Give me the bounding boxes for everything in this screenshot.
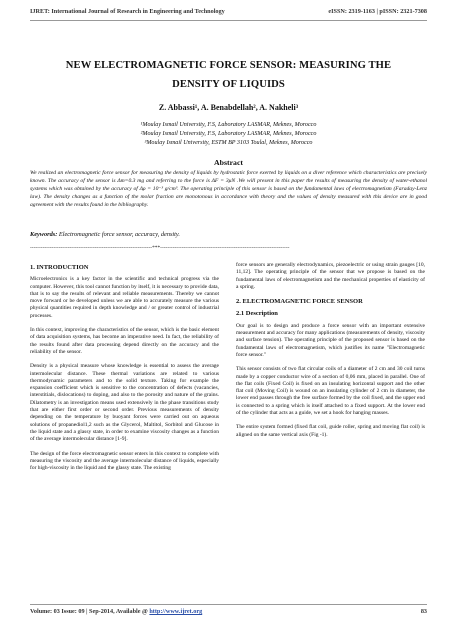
description-paragraph: Our goal is to design and produce a force sensor with an important extensive measurement and accuracy for many applications (measurements of density, viscosity and surface tension). The operating principle of the proposed sensor is based on the fundamental laws of electromagnetism, which justifies its name "Electromagnetic force sensor." <box>236 322 425 358</box>
intro-heading: 1. INTRODUCTION <box>30 264 89 271</box>
title-line-1: NEW ELECTROMAGNETIC FORCE SENSOR: MEASURING THE <box>65 60 392 71</box>
authors: Z. Abbassi¹, A. Benabdellah², A. Nakheli³ <box>158 103 299 112</box>
header-rule <box>30 20 427 21</box>
journal-name: IJRET: International Journal of Research in Engineering and Technology <box>30 8 225 15</box>
keywords-label: Keywords: <box>30 231 58 238</box>
affiliations <box>30 121 427 148</box>
paper-title <box>30 56 427 94</box>
section-2-heading: 2. ELECTROMAGNETIC FORCE SENSOR <box>236 298 363 306</box>
affiliation-1: ¹Moulay Ismail University, F.S, Laboratory LASMAR, Meknes, Morocco <box>140 122 317 128</box>
abstract-text: We realized an electromagnetic force sensor for measuring the density of liquids by hydrostatic force exerted by liquids on a diver reference which characteristics are precisely known. The accuracy of the sensor is Δm=0.3 mg and referring to the force is ΔF = 3μN .We will present in this paper the results of measuring the density of water-ethanol systems which was obtained by the accuracy of Δρ = 10⁻³ g/cm³. The operating principle of this sensor is based on the fundamental laws of electromagnetism (Faraday-Lenz law). The density changes as a function of the molar fraction are monotonous in accordance with theory and the values of density measured with this device are in good agreement with the results found in the bibliography. <box>30 170 427 208</box>
intro-paragraph: Density is a physical measure whose knowledge is essential to assess the average intermolecular distance. These thermal variations are related to various thermodynamic parameters and to the solid texture. Taking for example the expansion coefficient which is sensitive to the concentration of defects (vacancies, interstitials, dislocations) to doping, and also to the porosity and nature of the grains. Dilatometry is an investigation means used extensively in the phase transitions study that are either first order or second order. Previous measurements of density depending on the temperature by buoyant forces were carried out on aqueous solutions of propanediol1,2 such as the Glycerol, Maltitol, Sorbitol and Glucose in the liquid state and a glassy state, in order to examine viscosity changes as a function of the average intermolecular distance [1-9]. <box>30 363 219 443</box>
keywords-text: Electromagnetic force sensor, accuracy, density. <box>57 231 180 238</box>
intro-paragraph: Microelectronics is a key factor in the scientific and technical progress via the computer. However, this tool cannot function by itself, it is necessary to provide data, that is to say the results of relevant and reliable measurements. Thereby we cannot move forward or be developed unless we are able to accurately measure the various physical quantities required in depth knowledge and / or greater control of industrial processes. <box>30 276 219 319</box>
keywords <box>30 231 427 238</box>
running-header <box>30 8 427 15</box>
page-footer <box>30 608 427 615</box>
footer-rule <box>30 604 427 605</box>
affiliation-2: ²Moulay Ismail University, F.S, Laboratory LASMAR, Meknes, Morocco <box>140 131 317 137</box>
footer-volume: Volume: 03 Issue: 09 | Sep-2014, Available @ http://www.ijret.org <box>30 608 203 615</box>
issn: eISSN: 2319-1163 | pISSN: 2321-7308 <box>328 8 427 15</box>
intro-paragraph: In this context, improving the characteristics of the sensor, which is the basic element of data acquisition systems, has become an imperative need. In fact, the reliability of the results found after data processing depend directly on the accuracy and the reliability of the sensor. <box>30 327 219 355</box>
intro-paragraph: The design of the force electromagnetic sensor enters in this context to complete with measuring the viscosity and the average intermolecular distance of liquids, especially for high-viscosity in the liquid and the glassy state. The existing <box>30 450 219 472</box>
right-column <box>236 262 425 446</box>
left-column <box>30 262 219 479</box>
abstract-heading: Abstract <box>213 158 243 167</box>
page-number: 83 <box>420 608 427 615</box>
description-paragraph: This sensor consists of two flat circular coils of a diameter of 2 cm and 30 coil turns made by a copper conductor wire of a section of 0,06 mm, placed in parallel. One of the flat coils (Fixed Coil) is fixed on an insulating horizontal support and the other flat coil (Moving Coil) is wound on an insulating cylinder of 2 cm in diameter, the lower end passes through the free surface formed by the coil fixed, and the upper end is connected to a spring which is itself attached to a fixed support. At the lower end of the cylinder that acts as a guide, we set a hook for hanging masses. <box>236 366 425 417</box>
intro-continuation: force sensors are generally electrodynamics, piezoelectric or using strain gauges [10, 11,12]. The operating principle of the sensor that we propose is based on the fundamental laws of electromagnetism and the mechanical properties of elasticity of a spring. <box>236 262 425 290</box>
journal-link[interactable]: http://www.ijret.org <box>149 608 203 615</box>
section-separator: --------------------------------------------------------------------***------------------------------------------------------------------------ <box>30 245 290 251</box>
title-line-2: DENSITY OF LIQUIDS <box>172 79 285 90</box>
subsection-heading: 2.1 Description <box>236 310 278 318</box>
description-paragraph: The entire system formed (fixed flat coil, guide roller, spring and moving flat coil) is aligned on the same vertical axis (Fig -1). <box>236 424 425 438</box>
affiliation-3: ³Moulay Ismail University, ESTM BP 3103 Toulal, Meknes, Morocco <box>144 140 313 146</box>
